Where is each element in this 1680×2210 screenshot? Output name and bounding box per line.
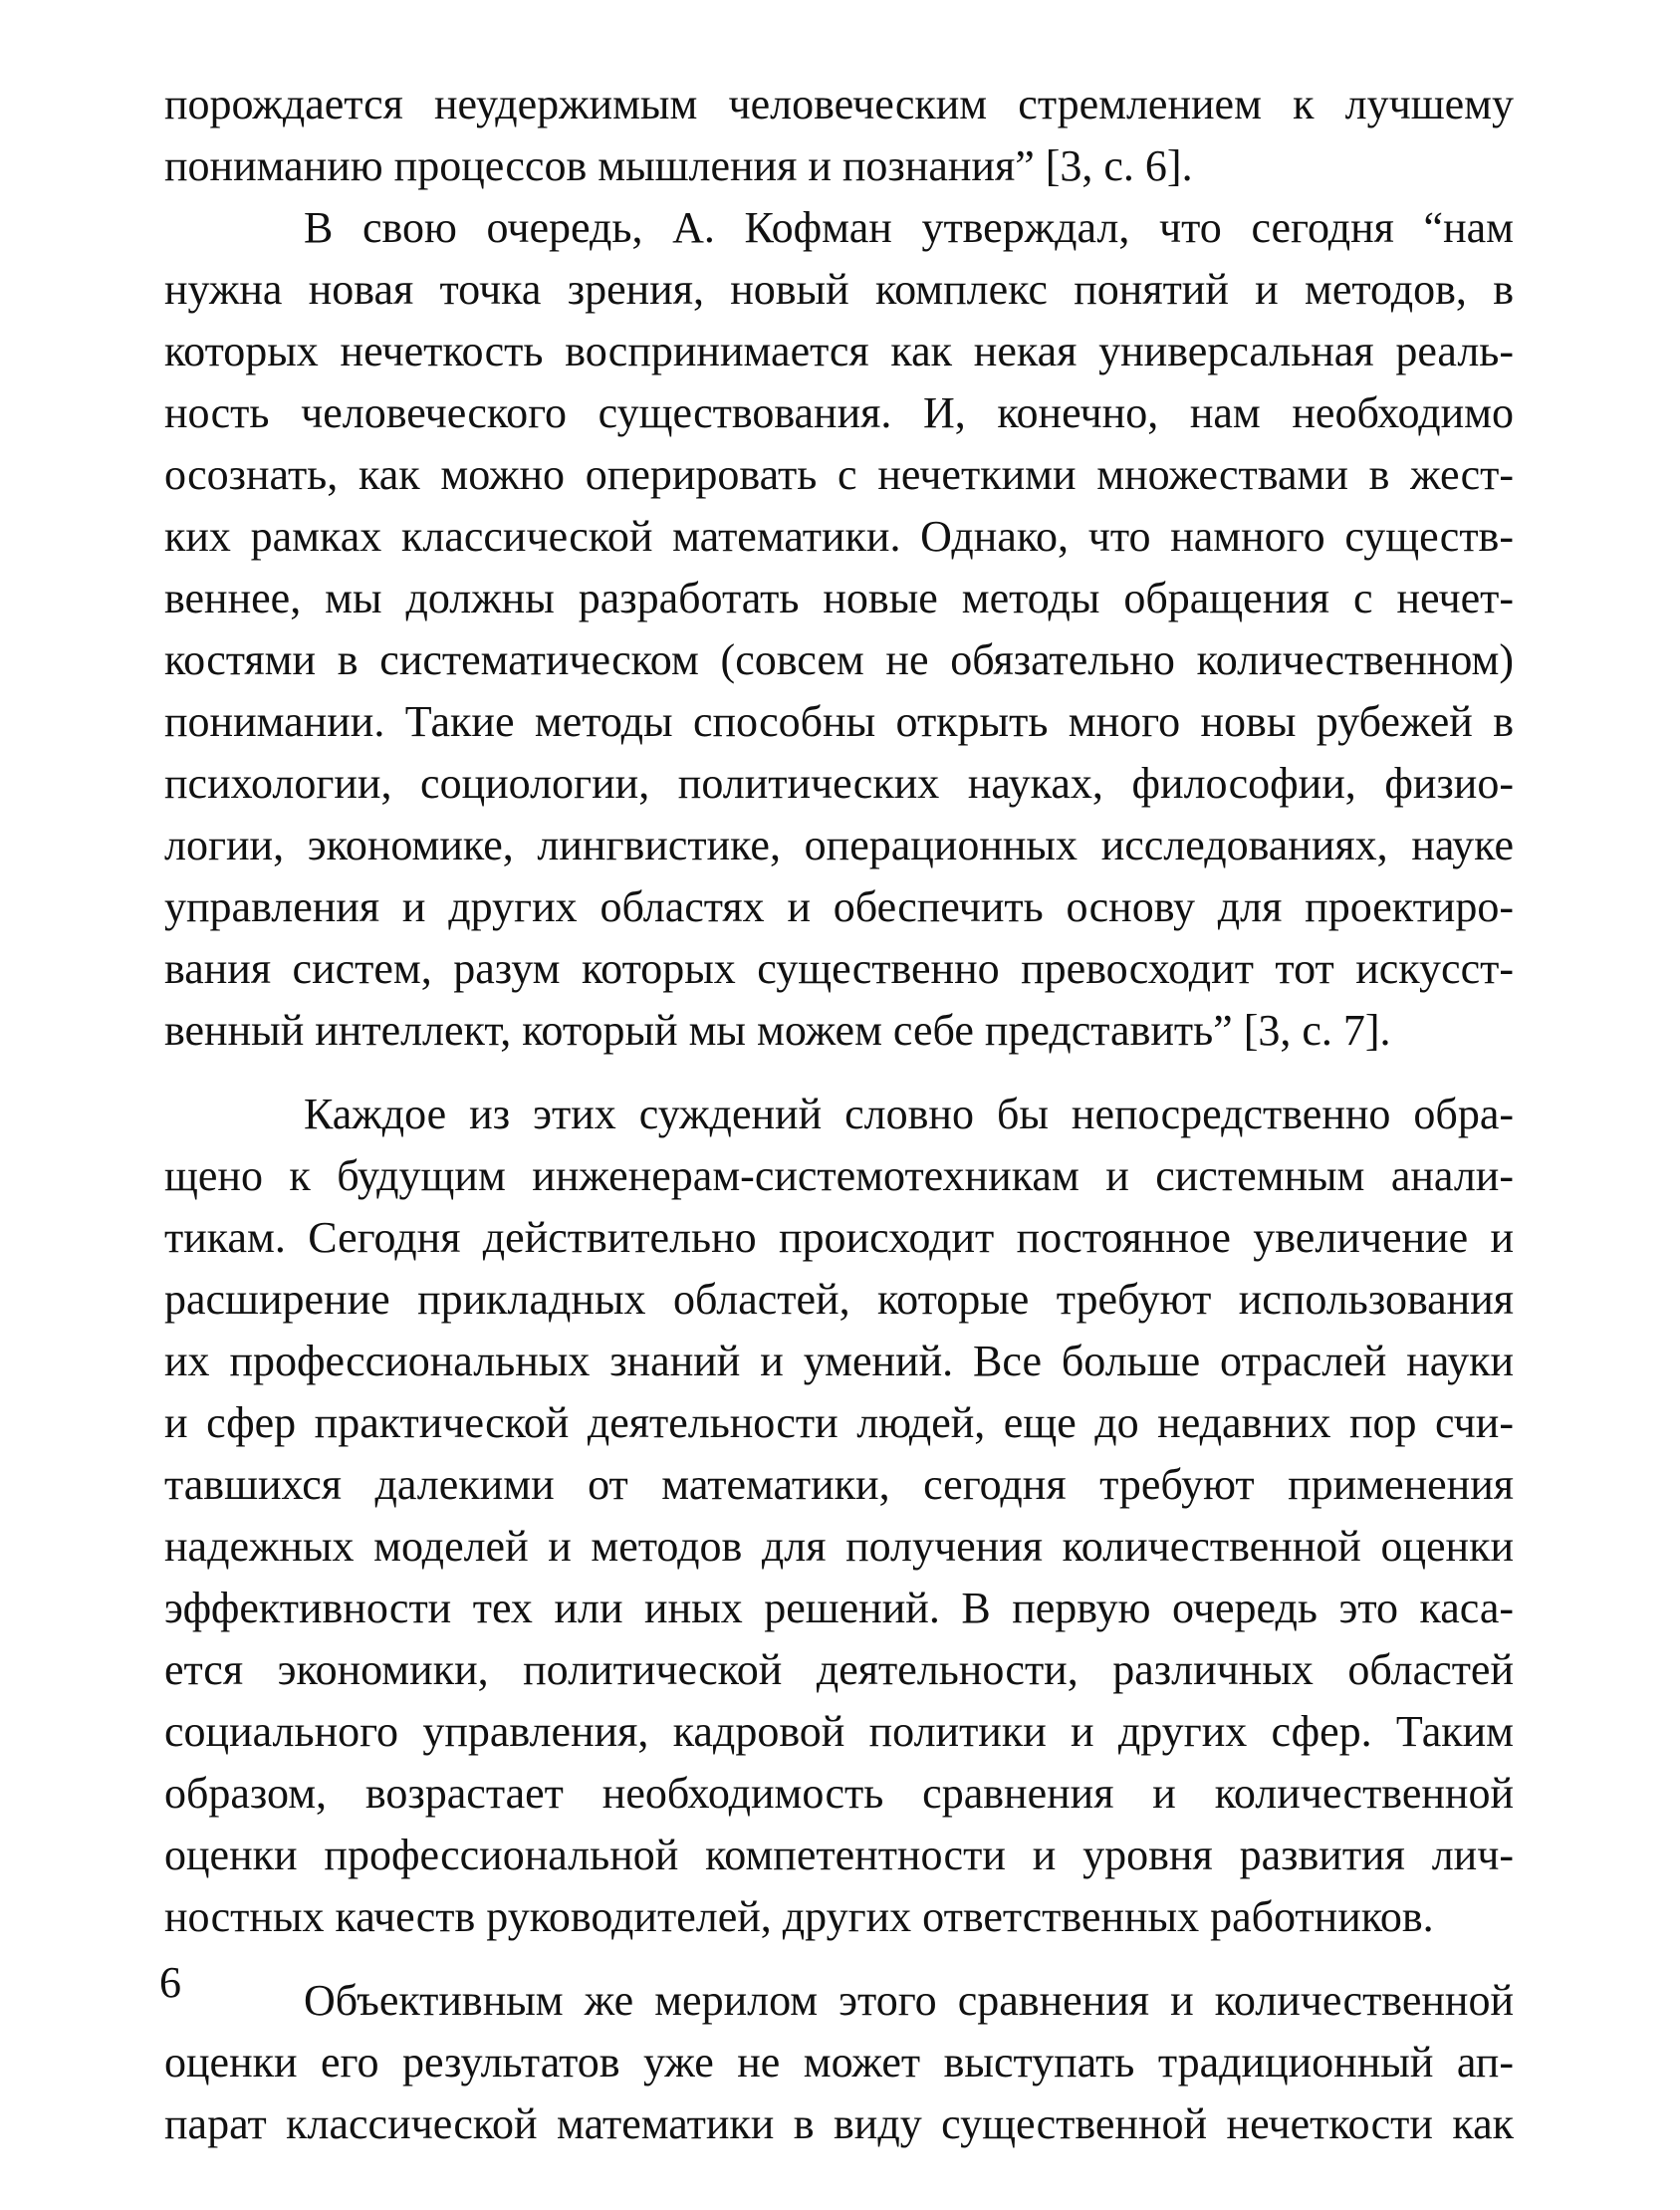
text-line: ность человеческого существования. И, конечно, нам необходимо <box>164 388 1514 437</box>
text-line: ностных качеств руководителей, других ответственных работников. <box>164 1892 1434 1941</box>
text-line: пониманию процессов мышления и познания” [3, с. 6]. <box>164 141 1193 190</box>
text-line: психологии, социологии, политических науках, философии, физио- <box>164 759 1514 808</box>
text-line: костями в систематическом (совсем не обязательно количественном) <box>164 635 1514 684</box>
text-line: социального управления, кадровой политики и других сфер. Таким <box>164 1707 1514 1756</box>
text-line: логии, экономике, лингвистике, операционных исследованиях, науке <box>164 821 1514 869</box>
paragraph-1 <box>164 74 1514 197</box>
paragraph-3 <box>164 1084 1514 1948</box>
text-line: и сфер практической деятельности людей, еще до недавних пор счи- <box>164 1398 1514 1447</box>
text-line: парат классической математики в виду существенной нечеткости как <box>164 2099 1514 2148</box>
text-line: вания систем, разум которых существенно превосходит тот искусст- <box>164 944 1514 993</box>
text-line: образом, возрастает необходимость сравнения и количественной <box>164 1769 1514 1818</box>
text-line: Объективным же мерилом этого сравнения и количественной <box>304 1976 1514 2025</box>
text-line: тавшихся далекими от математики, сегодня требуют применения <box>164 1460 1514 1509</box>
text-line: ких рамках классической математики. Однако, что намного существ- <box>164 512 1514 561</box>
text-line: нужна новая точка зрения, новый комплекс понятий и методов, в <box>164 265 1514 314</box>
paragraph-2 <box>164 197 1514 1062</box>
text-line: оценки его результатов уже не может выступать традиционный ап- <box>164 2038 1514 2087</box>
text-line: надежных моделей и методов для получения количественной оценки <box>164 1522 1514 1571</box>
text-line: В свою очередь, А. Кофман утверждал, что сегодня “нам <box>304 203 1514 252</box>
text-line: ется экономики, политической деятельности, различных областей <box>164 1645 1514 1694</box>
text-line: венный интеллект, который мы можем себе представить” [3, с. 7]. <box>164 1006 1391 1055</box>
text-line: эффективности тех или иных решений. В первую очередь это каса- <box>164 1584 1514 1632</box>
text-line: осознать, как можно оперировать с нечеткими множествами в жест- <box>164 450 1514 499</box>
text-line: Каждое из этих суждений словно бы непосредственно обра- <box>304 1090 1514 1138</box>
text-line: веннее, мы должны разработать новые методы обращения с нечет- <box>164 574 1514 622</box>
text-line: тикам. Сегодня действительно происходит постоянное увеличение и <box>164 1213 1514 1262</box>
text-line: понимании. Такие методы способны открыть много новы рубежей в <box>164 697 1514 746</box>
page-number: 6 <box>159 1958 181 2007</box>
text-line: которых нечеткость воспринимается как некая универсальная реаль- <box>164 327 1514 375</box>
text-line: щено к будущим инженерам-системотехникам и системным анали- <box>164 1151 1514 1200</box>
body-text <box>164 74 1514 2155</box>
text-line: расширение прикладных областей, которые требуют использования <box>164 1275 1514 1324</box>
text-line: управления и других областях и обеспечить основу для проектиро- <box>164 882 1514 931</box>
text-line: их профессиональных знаний и умений. Все больше отраслей науки <box>164 1337 1514 1385</box>
text-line: порождается неудержимым человеческим стремлением к лучшему <box>164 80 1514 128</box>
paragraph-4 <box>164 1970 1514 2155</box>
text-line: оценки профессиональной компетентности и уровня развития лич- <box>164 1831 1514 1879</box>
